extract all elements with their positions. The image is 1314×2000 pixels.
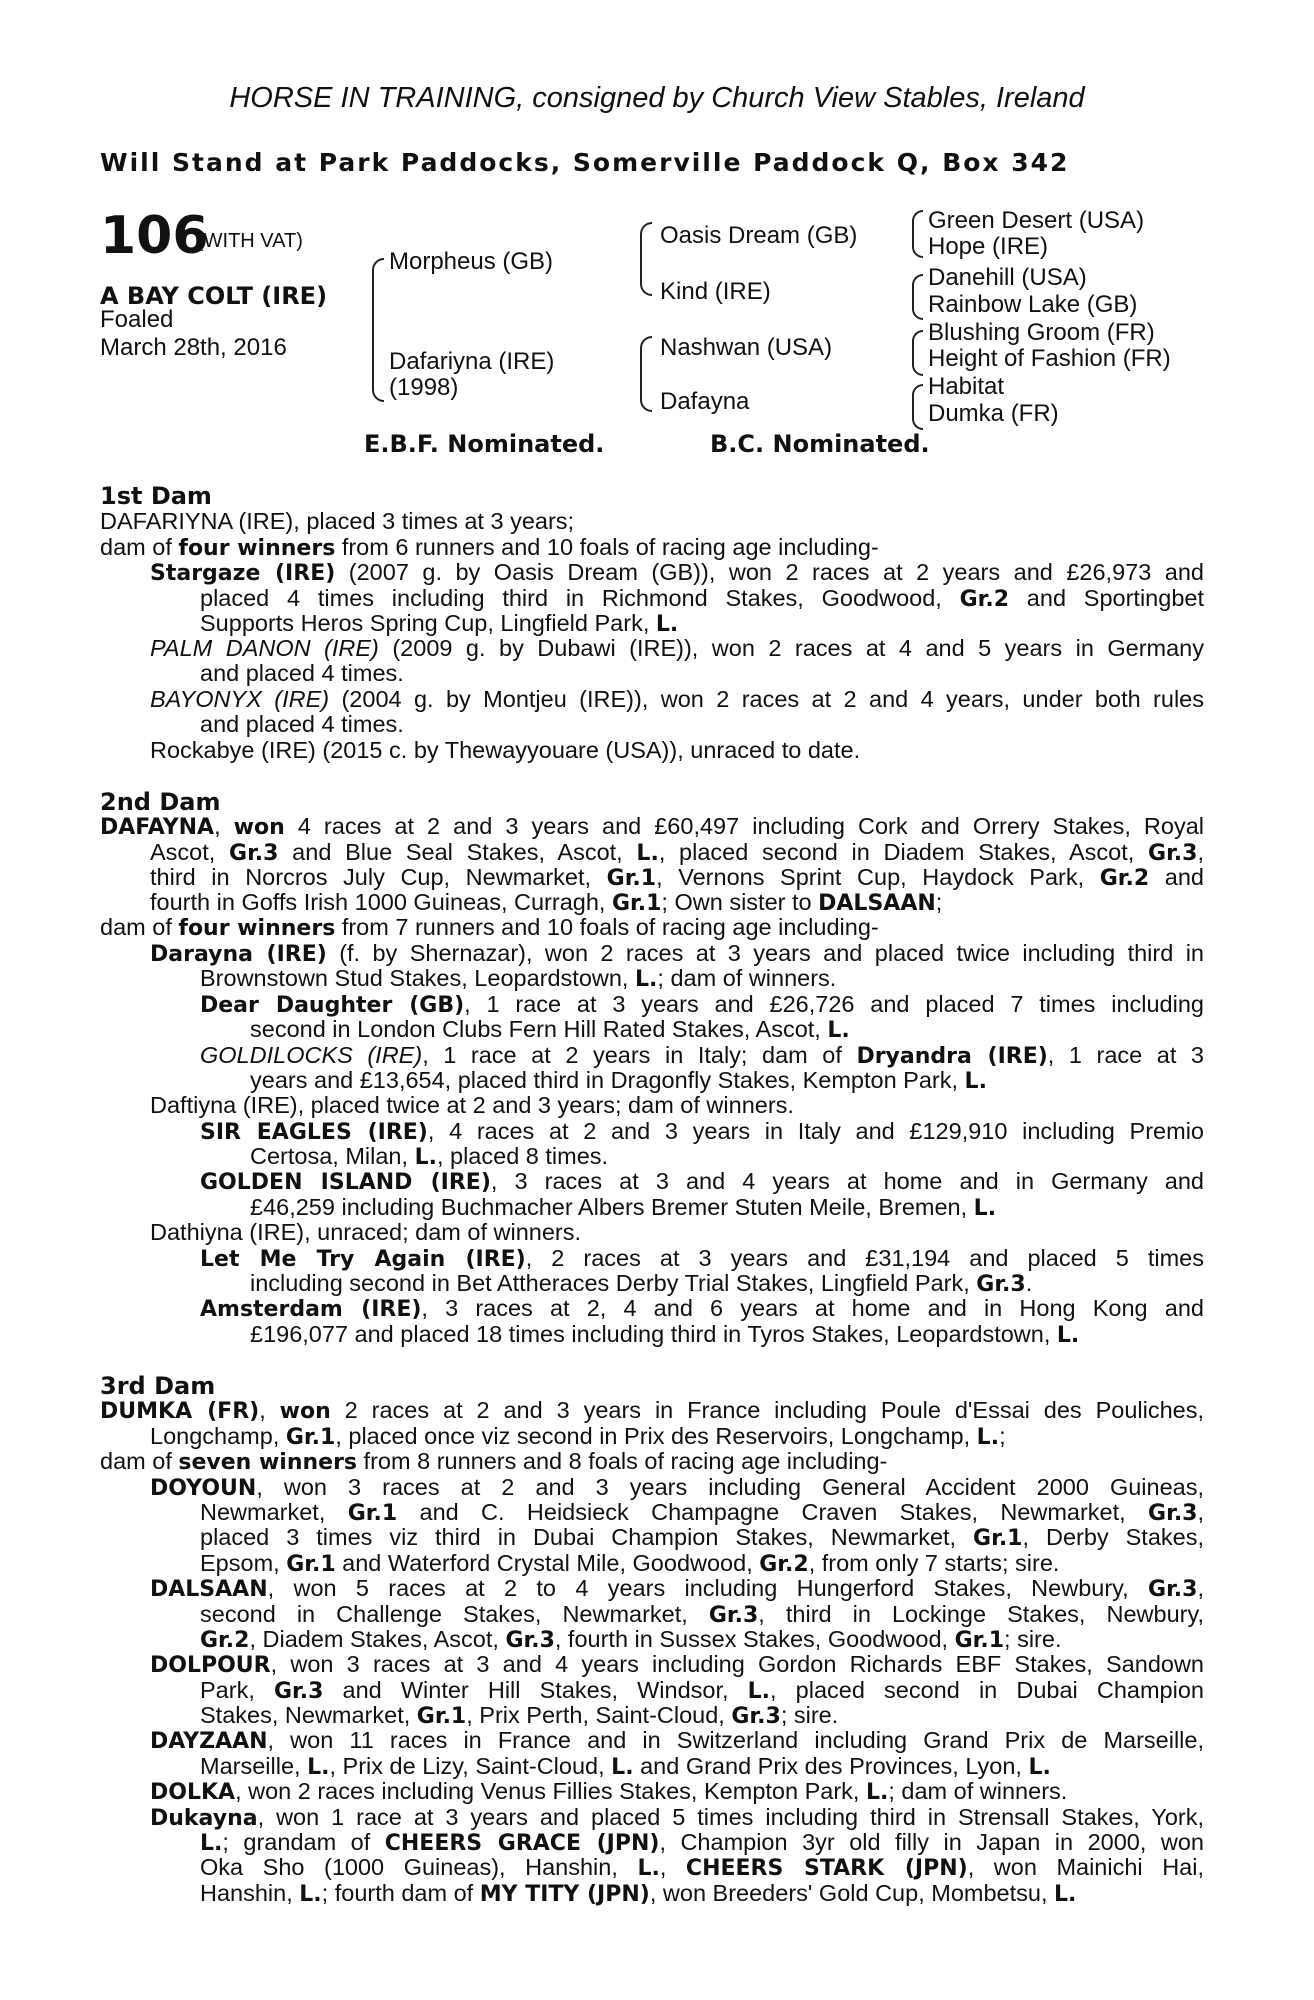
first-dam-line: and placed 4 times. xyxy=(200,660,404,686)
lot-description: A BAY COLT (IRE) xyxy=(100,282,328,310)
foaled-label: Foaled xyxy=(100,306,174,333)
second-dam-line: second in London Clubs Fern Hill Rated Stakes, Ascot, L. xyxy=(250,1016,850,1043)
second-dam-line: fourth in Goffs Irish 1000 Guineas, Curragh, Gr.1; Own sister to DALSAAN; xyxy=(150,889,943,916)
first-dam-line: BAYONYX (IRE) (2004 g. by Montjeu (IRE)), won 2 races at 2 and 4 years, under both rules xyxy=(150,686,1204,712)
second-dam-line: dam of four winners from 7 runners and 10 foals of racing age including- xyxy=(100,914,879,941)
vat-note: (WITH VAT) xyxy=(197,230,303,252)
stand-location: Will Stand at Park Paddocks, Somerville Paddock Q, Box 342 xyxy=(100,148,1070,177)
pedigree-dam-sire: Nashwan (USA) xyxy=(660,334,833,361)
pedigree-sire-dam: Kind (IRE) xyxy=(660,278,771,305)
third-dam-line: dam of seven winners from 8 runners and 8 foals of racing age including- xyxy=(100,1448,888,1475)
second-dam-line: Let Me Try Again (IRE), 2 races at 3 years and £31,194 and placed 5 times xyxy=(200,1245,1204,1272)
ebf-nominated: E.B.F. Nominated. xyxy=(364,430,605,458)
pedigree-brace-6 xyxy=(912,330,923,376)
second-dam-heading: 2nd Dam xyxy=(100,788,221,816)
third-dam-line: Dukayna, won 1 race at 3 years and placed 5 times including third in Strensall Stakes, York, xyxy=(150,1804,1204,1831)
third-dam-line: Gr.2, Diadem Stakes, Ascot, Gr.3, fourth in Sussex Stakes, Goodwood, Gr.1; sire. xyxy=(200,1626,1062,1653)
third-dam-line: Stakes, Newmarket, Gr.1, Prix Perth, Saint-Cloud, Gr.3; sire. xyxy=(200,1702,839,1729)
second-dam-line: SIR EAGLES (IRE), 4 races at 2 and 3 years in Italy and £129,910 including Premio xyxy=(200,1118,1204,1145)
pedigree-dam-dam: Dafayna xyxy=(660,388,750,415)
second-dam-line: Amsterdam (IRE), 3 races at 2, 4 and 6 years at home and in Hong Kong and xyxy=(200,1295,1204,1322)
first-dam-line: placed 4 times including third in Richmond Stakes, Goodwood, Gr.2 and Sportingbet xyxy=(200,585,1204,612)
second-dam-line: including second in Bet Attheraces Derby Trial Stakes, Lingfield Park, Gr.3. xyxy=(250,1270,1033,1297)
third-dam-line: DALSAAN, won 5 races at 2 to 4 years including Hungerford Stakes, Newbury, Gr.3, xyxy=(150,1575,1204,1602)
pedigree-brace-4 xyxy=(912,210,923,258)
pedigree-brace-7 xyxy=(912,384,923,430)
pedigree-brace-2 xyxy=(640,222,652,296)
third-dam-line: Epsom, Gr.1 and Waterford Crystal Mile, Goodwood, Gr.2, from only 7 starts; sire. xyxy=(200,1550,1060,1577)
pedigree-dam-year: (1998) xyxy=(389,374,459,401)
third-dam-line: Longchamp, Gr.1, placed once viz second in Prix des Reservoirs, Longchamp, L.; xyxy=(150,1423,1006,1450)
third-dam-line: Marseille, L., Prix de Lizy, Saint-Cloud, L. and Grand Prix des Provinces, Lyon, L. xyxy=(200,1753,1051,1780)
third-dam-line: DOLPOUR, won 3 races at 3 and 4 years including Gordon Richards EBF Stakes, Sandown xyxy=(150,1651,1204,1678)
second-dam-line: Dathiyna (IRE), unraced; dam of winners. xyxy=(150,1219,582,1245)
pedigree-dam: Dafariyna (IRE) xyxy=(389,348,555,375)
third-dam-line: DOYOUN, won 3 races at 2 and 3 years including General Accident 2000 Guineas, xyxy=(150,1474,1204,1501)
pedigree-ssd: Hope (IRE) xyxy=(928,233,1049,260)
second-dam-line: Daftiyna (IRE), placed twice at 2 and 3 years; dam of winners. xyxy=(150,1092,794,1118)
second-dam-line: DAFAYNA, won 4 races at 2 and 3 years and £60,497 including Cork and Orrery Stakes, Royal xyxy=(100,813,1205,840)
second-dam-line: Dear Daughter (GB), 1 race at 3 years and £26,726 and placed 7 times including xyxy=(200,991,1204,1018)
third-dam-line: DOLKA, won 2 races including Venus Fillies Stakes, Kempton Park, L.; dam of winners. xyxy=(150,1778,1068,1805)
first-dam-line: Supports Heros Spring Cup, Lingfield Park, L. xyxy=(200,610,679,637)
third-dam-line: Park, Gr.3 and Winter Hill Stakes, Windsor, L., placed second in Dubai Champion xyxy=(200,1677,1204,1704)
third-dam-line: placed 3 times viz third in Dubai Champion Stakes, Newmarket, Gr.1, Derby Stakes, xyxy=(200,1524,1204,1551)
second-dam-line: Darayna (IRE) (f. by Shernazar), won 2 races at 3 years and placed twice including third in xyxy=(150,940,1204,967)
pedigree-dss: Blushing Groom (FR) xyxy=(928,319,1155,346)
pedigree-sds: Danehill (USA) xyxy=(928,264,1087,291)
pedigree-dsd: Height of Fashion (FR) xyxy=(928,345,1171,372)
third-dam-line: DAYZAAN, won 11 races in France and in Switzerland including Grand Prix de Marseille, xyxy=(150,1727,1204,1754)
pedigree-dds: Habitat xyxy=(928,373,1005,400)
pedigree-brace-5 xyxy=(912,274,923,320)
pedigree-ddd: Dumka (FR) xyxy=(928,400,1059,427)
second-dam-line: years and £13,654, placed third in Dragonfly Stakes, Kempton Park, L. xyxy=(250,1067,987,1094)
pedigree-sire: Morpheus (GB) xyxy=(389,248,554,275)
first-dam-heading: 1st Dam xyxy=(100,482,212,510)
third-dam-line: Oka Sho (1000 Guineas), Hanshin, L., CHEERS STARK (JPN), won Mainichi Hai, xyxy=(200,1854,1204,1881)
pedigree-sss: Green Desert (USA) xyxy=(928,207,1145,234)
second-dam-line: Ascot, Gr.3 and Blue Seal Stakes, Ascot, L., placed second in Diadem Stakes, Ascot, Gr.3, xyxy=(150,839,1204,866)
second-dam-line: £46,259 including Buchmacher Albers Bremer Stuten Meile, Bremen, L. xyxy=(250,1194,997,1221)
second-dam-line: Certosa, Milan, L., placed 8 times. xyxy=(250,1143,609,1170)
pedigree-sire-sire: Oasis Dream (GB) xyxy=(660,222,858,249)
first-dam-line: Rockabye (IRE) (2015 c. by Thewayyouare (USA)), unraced to date. xyxy=(150,737,861,763)
third-dam-heading: 3rd Dam xyxy=(100,1372,216,1400)
second-dam-line: GOLDEN ISLAND (IRE), 3 races at 3 and 4 years at home and in Germany and xyxy=(200,1168,1205,1195)
pedigree-brace-3 xyxy=(640,336,652,412)
third-dam-line: second in Challenge Stakes, Newmarket, Gr.3, third in Lockinge Stakes, Newbury, xyxy=(200,1601,1204,1628)
bc-nominated: B.C. Nominated. xyxy=(710,430,930,458)
page-title: HORSE IN TRAINING, consigned by Church View Stables, Ireland xyxy=(229,82,1085,114)
first-dam-line: dam of four winners from 6 runners and 10 foals of racing age including- xyxy=(100,534,879,561)
third-dam-line: DUMKA (FR), won 2 races at 2 and 3 years in France including Poule d'Essai des Pouliches, xyxy=(100,1397,1204,1424)
foaled-date: March 28th, 2016 xyxy=(100,334,287,361)
lot-number: 106 xyxy=(100,206,209,266)
pedigree-sdd: Rainbow Lake (GB) xyxy=(928,291,1138,318)
first-dam-line: and placed 4 times. xyxy=(200,711,404,737)
second-dam-line: third in Norcros July Cup, Newmarket, Gr.1, Vernons Sprint Cup, Haydock Park, Gr.2 and xyxy=(150,864,1204,891)
third-dam-line: L.; grandam of CHEERS GRACE (JPN), Champion 3yr old filly in Japan in 2000, won xyxy=(200,1829,1204,1856)
first-dam-line: DAFARIYNA (IRE), placed 3 times at 3 years; xyxy=(100,508,575,534)
second-dam-line: £196,077 and placed 18 times including third in Tyros Stakes, Leopardstown, L. xyxy=(250,1321,1080,1348)
second-dam-line: Brownstown Stud Stakes, Leopardstown, L.; dam of winners. xyxy=(200,965,837,992)
first-dam-line: Stargaze (IRE) (2007 g. by Oasis Dream (GB)), won 2 races at 2 years and £26,973 and xyxy=(150,559,1204,586)
pedigree-brace-1 xyxy=(372,258,384,402)
second-dam-line: GOLDILOCKS (IRE), 1 race at 2 years in Italy; dam of Dryandra (IRE), 1 race at 3 xyxy=(200,1042,1205,1069)
first-dam-line: PALM DANON (IRE) (2009 g. by Dubawi (IRE)), won 2 races at 4 and 5 years in Germany xyxy=(150,635,1205,661)
third-dam-line: Newmarket, Gr.1 and C. Heidsieck Champagne Craven Stakes, Newmarket, Gr.3, xyxy=(200,1499,1205,1526)
third-dam-line: Hanshin, L.; fourth dam of MY TITY (JPN), won Breeders' Gold Cup, Mombetsu, L. xyxy=(200,1880,1077,1907)
